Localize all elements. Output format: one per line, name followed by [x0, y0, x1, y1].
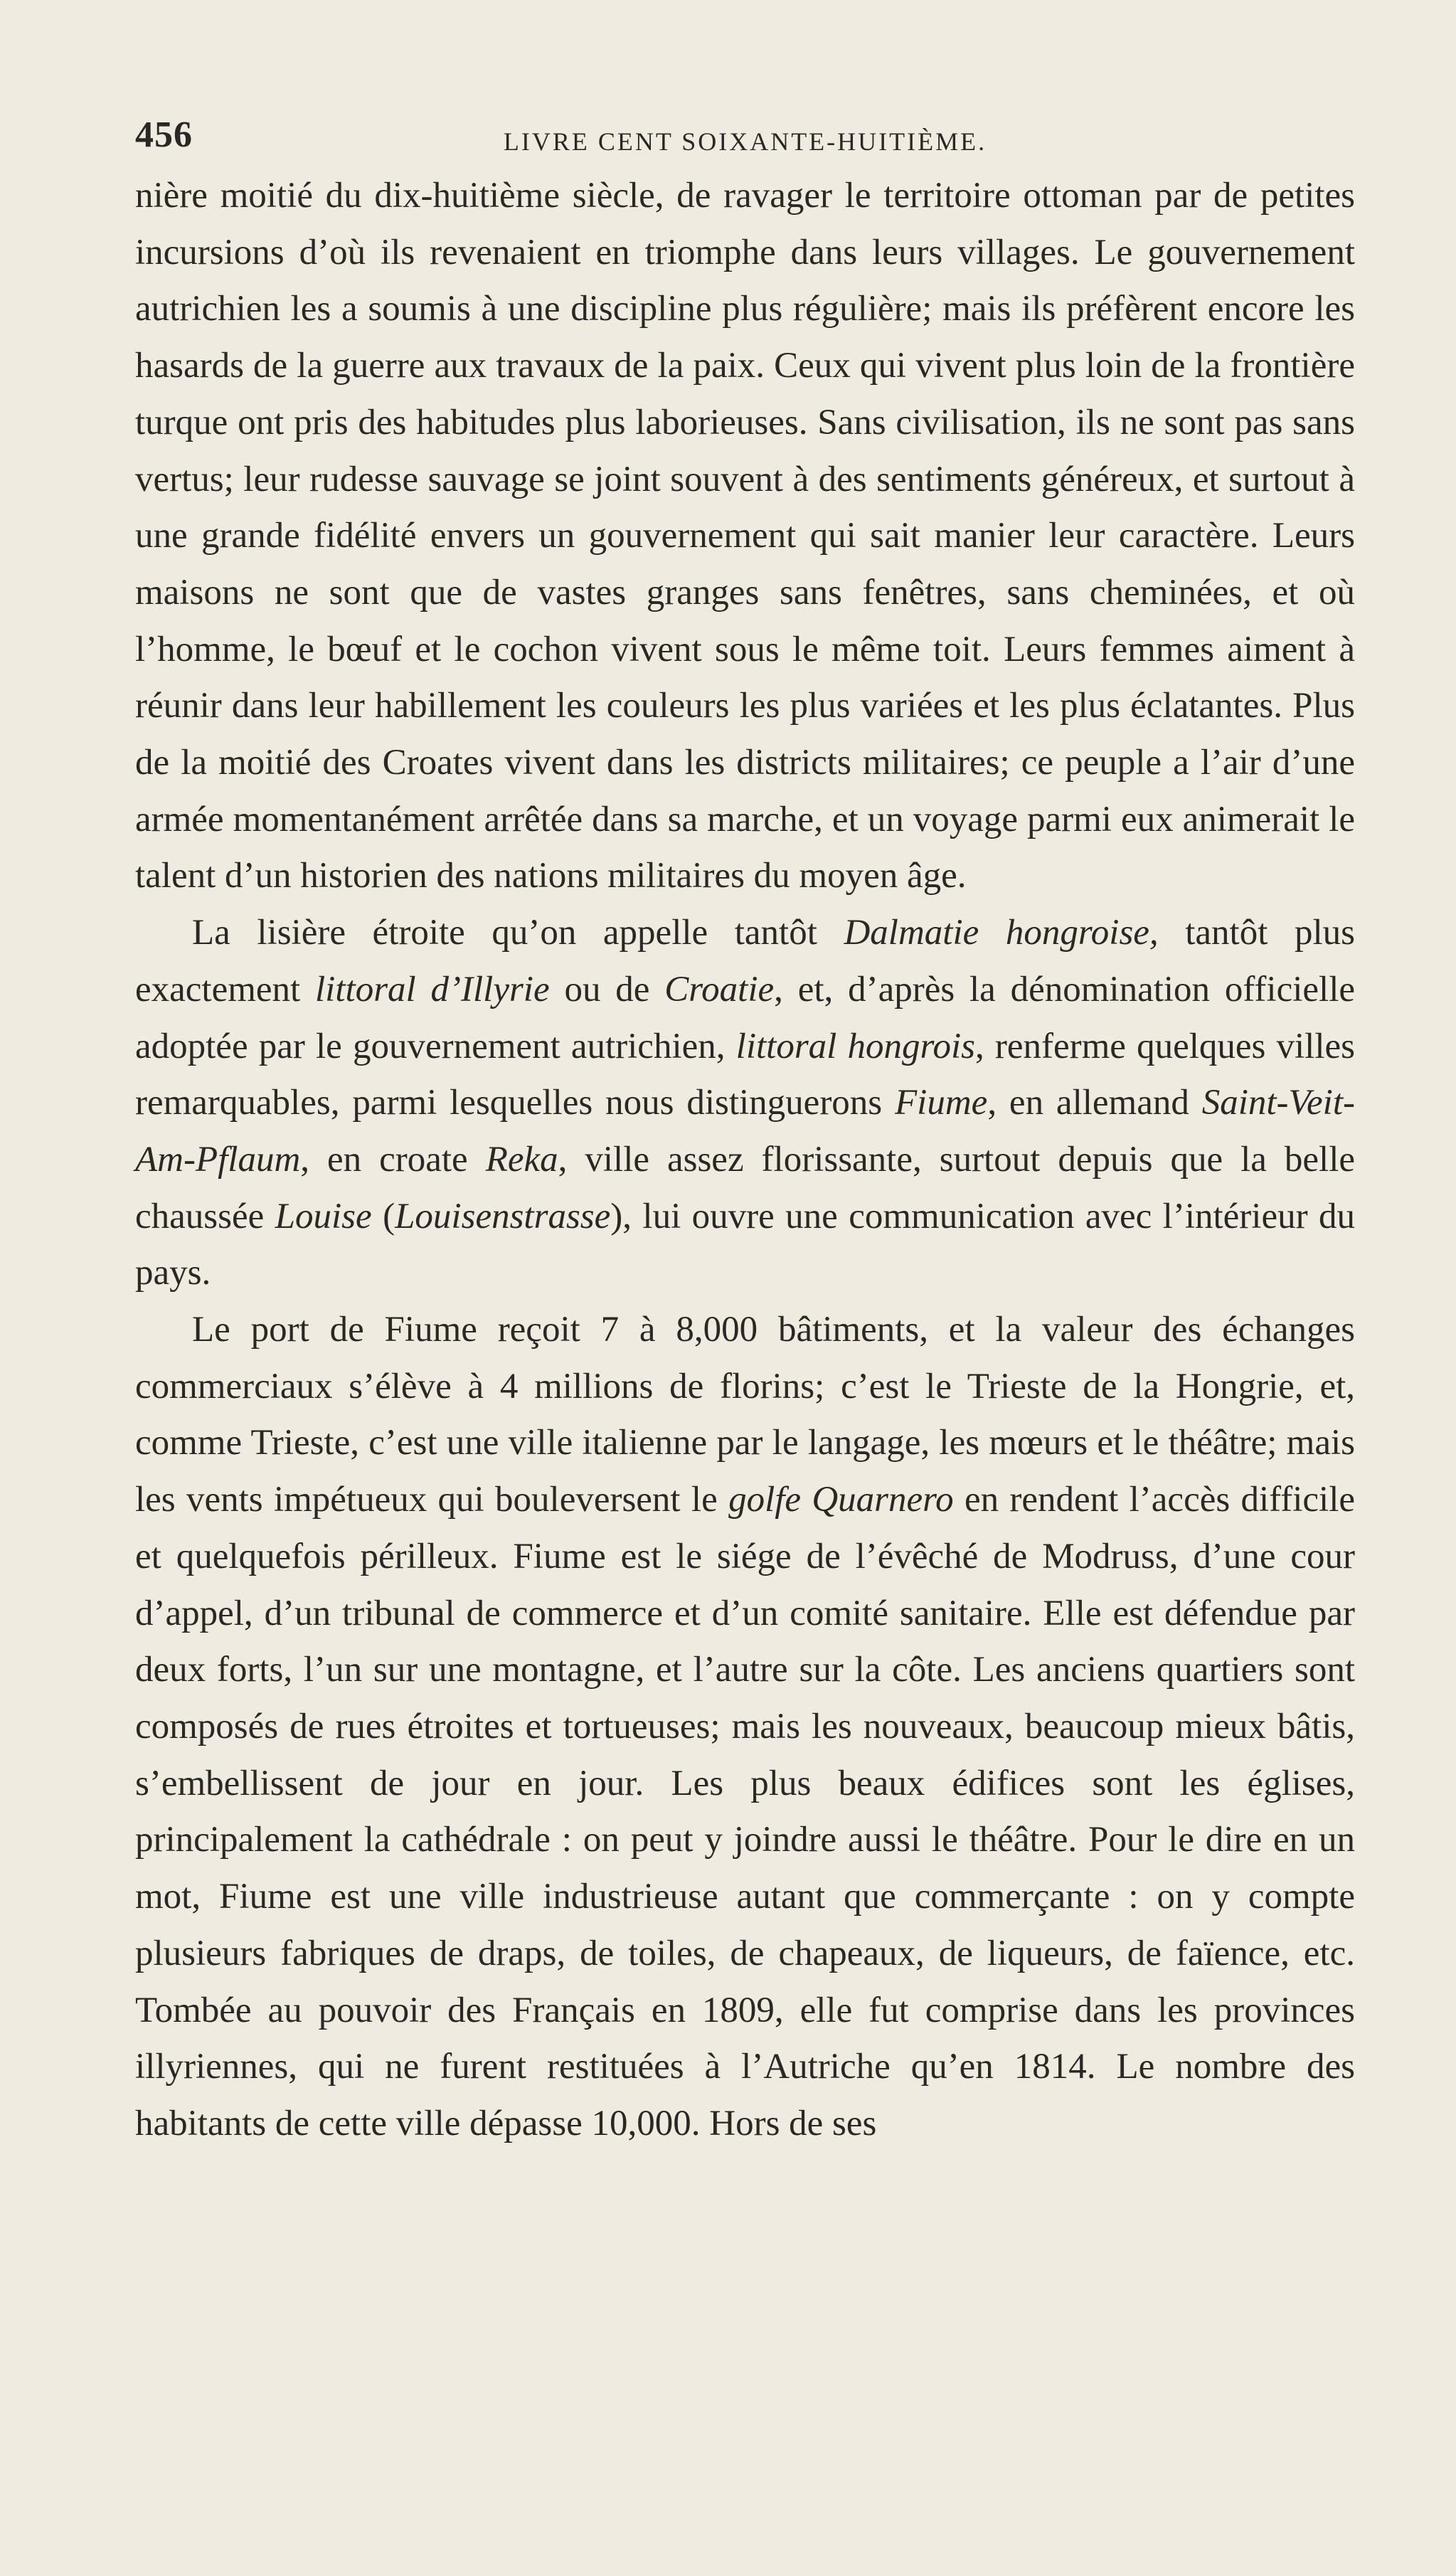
running-title: LIVRE CENT SOIXANTE-HUITIÈME. [503, 127, 987, 156]
text-run: , en allemand [987, 1083, 1202, 1123]
italic-term: Saint-Veit-Am-Pflaum [135, 1083, 1355, 1180]
text-run: tantôt plus exactement [135, 913, 1355, 1009]
text-run: ), lui ouvre une communication avec l’intérieur du pays. [135, 1196, 1355, 1293]
italic-term: Croatie [664, 969, 775, 1009]
text-run: ou de [549, 969, 665, 1009]
text-run: La lisière étroite qu’on appelle tantôt [192, 913, 844, 953]
text-run: Le port de Fiume reçoit 7 à 8,000 bâtiments, et la valeur des échanges commerciaux s’élève à 4 millions de florins; c’est le Trieste de la Hongrie, et, comme Trieste, c’est une ville italienne par le langage, les mœurs et le théâtre; mais les vents impétueux qui bouleversent le [135, 1310, 1355, 1520]
italic-term: golfe Quarnero [728, 1480, 954, 1520]
text-run: , en croate [300, 1139, 486, 1180]
italic-term: Dalmatie hongroise, [844, 913, 1159, 953]
text-run: , et, d’après la dénomination officielle adoptée par le gouvernement autrichien, [135, 969, 1355, 1066]
italic-term: Louise [275, 1196, 372, 1236]
italic-term: Louisenstrasse [395, 1196, 611, 1236]
text-run: , renferme quelques villes remarquables, parmi lesquelles nous distinguerons [135, 1026, 1356, 1123]
italic-term: Reka [485, 1139, 558, 1180]
italic-term: littoral d’Illyrie [315, 969, 550, 1009]
page-number: 456 [135, 115, 193, 155]
paragraph-continuation [135, 168, 1355, 905]
page-header [135, 114, 1355, 157]
italic-term: littoral hongrois [735, 1026, 975, 1066]
text-run: nière moitié du dix-huitième siècle, de ravager le territoire ottoman par de petites incursions d’où ils revenaient en triomphe dans leurs villages. Le gouvernement autrichien les a soumis à une discipline plus régulière; mais ils préfèrent encore les hasards de la guerre aux travaux de la paix. Ceux qui vivent plus loin de la frontière turque ont pris des habitudes plus laborieuses. Sans civilisation, ils ne sont pas sans vertus; leur rudesse sauvage se joint souvent à des sentiments généreux, et surtout à une grande fidélité envers un gouvernement qui sait manier leur caractère. Leurs maisons ne sont que de vastes granges sans fenêtres, sans cheminées, et où l’homme, le bœuf et le cochon vivent sous le même toit. Leurs femmes aiment à réunir dans leur habillement les couleurs les plus variées et les plus éclatantes. Plus de la moitié des Croates vivent dans les districts militaires; ce peuple a l’air d’une armée momentanément arrêtée dans sa marche, et un voyage parmi eux animerait le talent d’un historien des nations militaires du moyen âge. [135, 176, 1355, 896]
text-run: en rendent l’accès difficile et quelquefois périlleux. Fiume est le siége de l’évêché de Modruss, d’une cour d’appel, d’un tribunal de commerce et d’un comité sanitaire. Elle est défendue par deux forts, l’un sur une montagne, et l’autre sur la côte. Les anciens quartiers sont composés de rues étroites et tortueuses; mais les nouveaux, beaucoup mieux bâtis, s’embellissent de jour en jour. Les plus beaux édifices sont les églises, principalement la cathédrale : on peut y joindre aussi le théâtre. Pour le dire en un mot, Fiume est une ville industrieuse autant que commerçante : on y compte plusieurs fabriques de draps, de toiles, de chapeaux, de liqueurs, de faïence, etc. Tombée au pouvoir des Français en 1809, elle fut comprise dans les provinces illyriennes, qui ne furent restituées à l’Autriche qu’en 1814. Le nombre des habitants de cette ville dépasse 10,000. Hors de ses [135, 1480, 1355, 2143]
text-run: ( [371, 1196, 395, 1236]
paragraph-littoral [135, 905, 1355, 1302]
paragraph-fiume-port [135, 1302, 1355, 2153]
text-run: , ville assez florissante, surtout depuis que la belle chaussée [135, 1139, 1355, 1236]
body-text [135, 168, 1355, 2153]
italic-term: Fiume [895, 1083, 988, 1123]
